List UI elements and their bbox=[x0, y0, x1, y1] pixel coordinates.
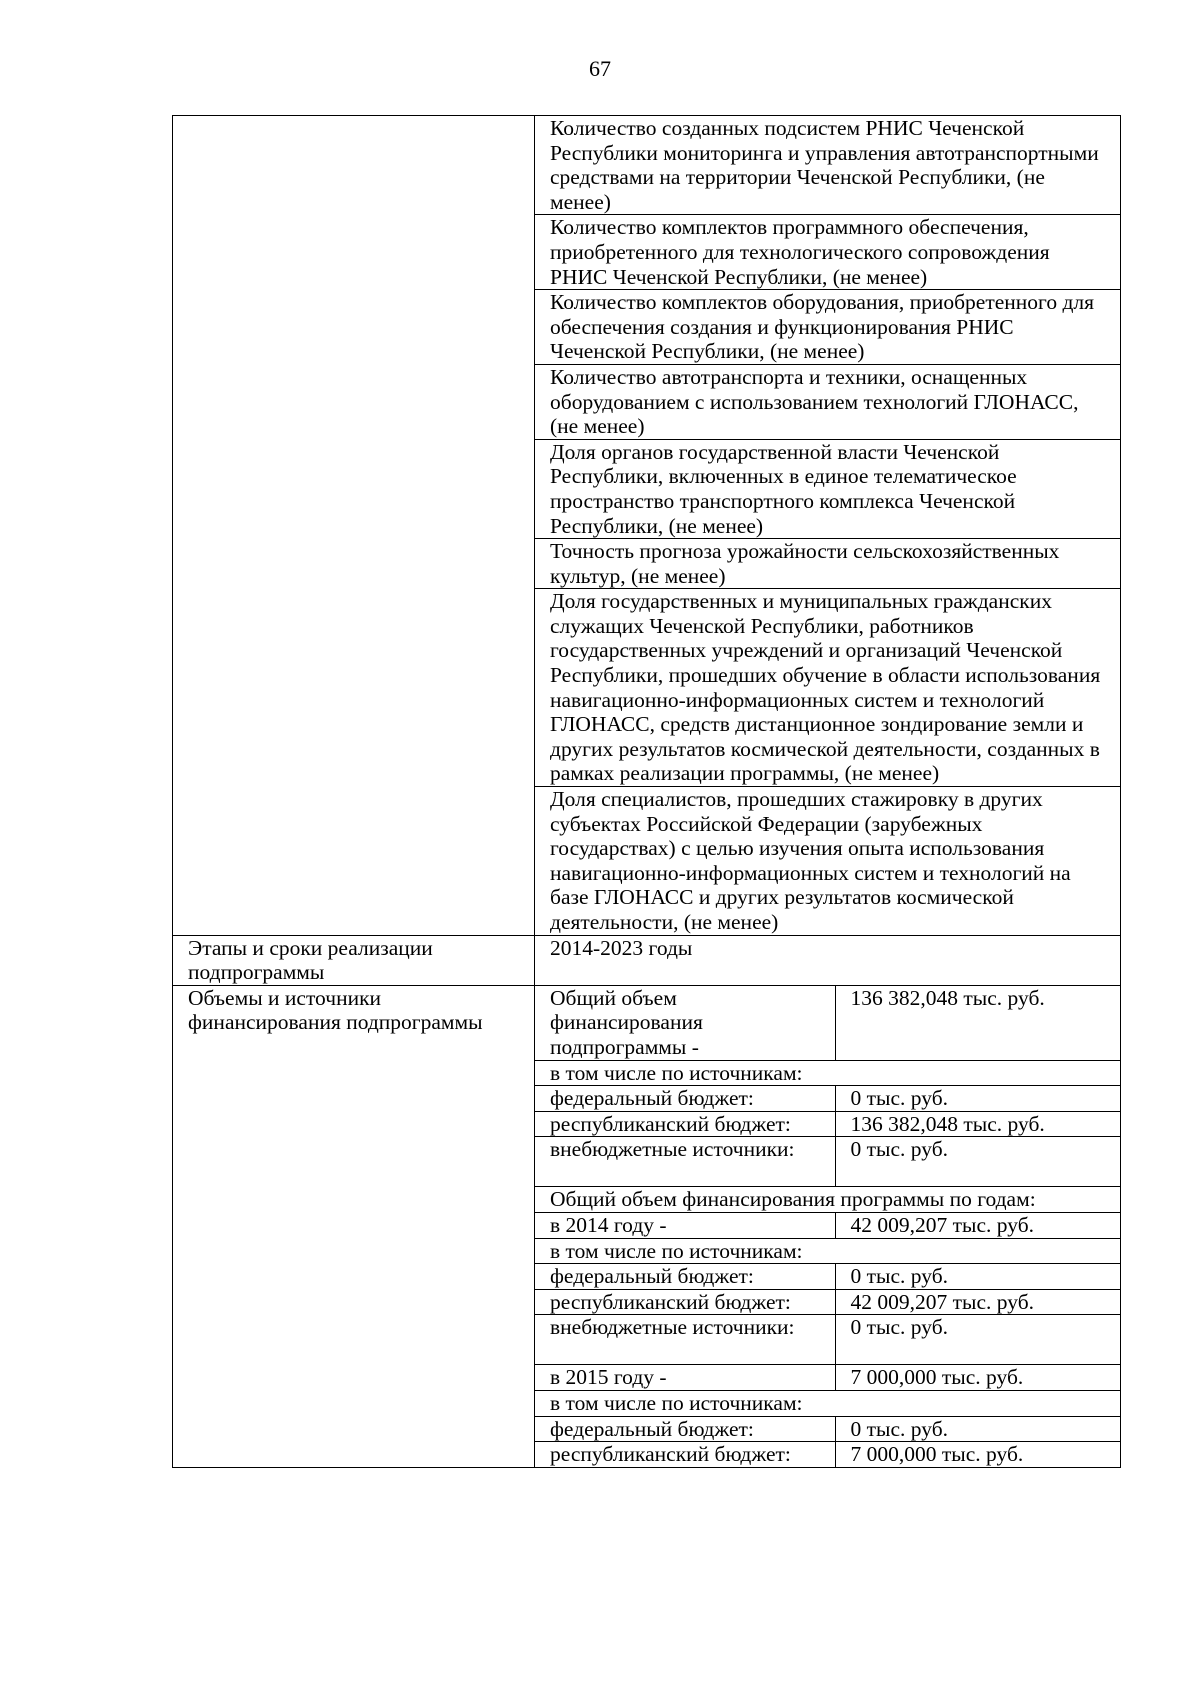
fin-row-2014 bbox=[535, 1212, 1121, 1238]
fin-row-2014-republic bbox=[535, 1289, 1121, 1315]
indicator-cell: Количество комплектов оборудования, приобретенного для обеспечения создания и функционирования РНИС Чеченской Республики, (не менее) bbox=[535, 290, 1121, 365]
fin-row-2014-by-source bbox=[535, 1238, 1121, 1264]
fin-extra-label: внебюджетные источники: bbox=[535, 1137, 835, 1187]
fin-2014-federal-value: 0 тыс. руб. bbox=[835, 1264, 1121, 1290]
fin-row-by-year bbox=[535, 1187, 1121, 1213]
indicator-row bbox=[173, 539, 1121, 589]
indicator-cell: Доля государственных и муниципальных гражданских служащих Чеченской Республики, работников государственных учреждений и организаций Чеченской Республики, прошедших обучение в области использования навигационно-информационных систем и технологий ГЛОНАСС, средств дистанционное зондирование земли и других результатов космической деятельности, созданных в рамках реализации программы, (не менее) bbox=[535, 589, 1121, 787]
fin-by-year-label: Общий объем финансирования программы по годам: bbox=[535, 1187, 1121, 1213]
fin-2014-republic-label: республиканский бюджет: bbox=[535, 1289, 835, 1315]
indicator-row bbox=[173, 364, 1121, 439]
empty-label-cell bbox=[173, 116, 535, 215]
indicator-row bbox=[173, 589, 1121, 787]
financing-row bbox=[173, 985, 1121, 1467]
indicator-cell: Доля специалистов, прошедших стажировку в других субъектах Российской Федерации (зарубежных государствах) с целью изучения опыта использования навигационно-информационных систем и технологий на базе ГЛОНАСС и других результатов космической деятельности, (не менее) bbox=[535, 787, 1121, 936]
fin-2014-label: в 2014 году - bbox=[535, 1212, 835, 1238]
indicator-cell: Точность прогноза урожайности сельскохозяйственных культур, (не менее) bbox=[535, 539, 1121, 589]
indicator-cell: Количество автотранспорта и техники, оснащенных оборудованием с использованием технологий ГЛОНАСС, (не менее) bbox=[535, 364, 1121, 439]
fin-republic-label: республиканский бюджет: bbox=[535, 1111, 835, 1137]
fin-row-federal bbox=[535, 1086, 1121, 1112]
stages-label: Этапы и сроки реализации подпрограммы bbox=[173, 935, 535, 985]
empty-label-cell bbox=[173, 539, 535, 589]
indicator-cell: Количество созданных подсистем РНИС Чеченской Республики мониторинга и управления автотранспортными средствами на территории Чеченской Республики, (не менее) bbox=[535, 116, 1121, 215]
stages-value: 2014-2023 годы bbox=[535, 935, 1121, 985]
fin-row-2014-extra bbox=[535, 1315, 1121, 1365]
fin-2015-federal-value: 0 тыс. руб. bbox=[835, 1416, 1121, 1442]
fin-republic-value: 136 382,048 тыс. руб. bbox=[835, 1111, 1121, 1137]
fin-2015-republic-label: республиканский бюджет: bbox=[535, 1442, 835, 1467]
indicator-cell: Количество комплектов программного обеспечения, приобретенного для технологического сопровождения РНИС Чеченской Республики, (не менее) bbox=[535, 215, 1121, 290]
fin-2014-extra-value: 0 тыс. руб. bbox=[835, 1315, 1121, 1365]
empty-label-cell bbox=[173, 787, 535, 936]
indicator-row bbox=[173, 116, 1121, 215]
fin-extra-value: 0 тыс. руб. bbox=[835, 1137, 1121, 1187]
empty-label-cell bbox=[173, 364, 535, 439]
financing-table bbox=[535, 986, 1121, 1467]
fin-2015-by-source-label: в том числе по источникам: bbox=[535, 1390, 1121, 1416]
indicator-row bbox=[173, 439, 1121, 538]
indicator-row bbox=[173, 290, 1121, 365]
fin-row-extra bbox=[535, 1137, 1121, 1187]
fin-2015-label: в 2015 году - bbox=[535, 1365, 835, 1391]
fin-row-republic bbox=[535, 1111, 1121, 1137]
empty-label-cell bbox=[173, 439, 535, 538]
fin-2014-value: 42 009,207 тыс. руб. bbox=[835, 1212, 1121, 1238]
fin-row-2015-federal bbox=[535, 1416, 1121, 1442]
fin-2014-extra-label: внебюджетные источники: bbox=[535, 1315, 835, 1365]
fin-2014-republic-value: 42 009,207 тыс. руб. bbox=[835, 1289, 1121, 1315]
indicator-cell: Доля органов государственной власти Чеченской Республики, включенных в единое телематическое пространство транспортного комплекса Чеченской Республики, (не менее) bbox=[535, 439, 1121, 538]
indicator-row bbox=[173, 215, 1121, 290]
stages-row bbox=[173, 935, 1121, 985]
fin-total-value: 136 382,048 тыс. руб. bbox=[835, 986, 1121, 1060]
indicator-row bbox=[173, 787, 1121, 936]
empty-label-cell bbox=[173, 215, 535, 290]
fin-2014-federal-label: федеральный бюджет: bbox=[535, 1264, 835, 1290]
fin-2015-federal-label: федеральный бюджет: bbox=[535, 1416, 835, 1442]
fin-row-2014-federal bbox=[535, 1264, 1121, 1290]
fin-by-source-label: в том числе по источникам: bbox=[535, 1060, 1121, 1086]
empty-label-cell bbox=[173, 290, 535, 365]
fin-row-by-source bbox=[535, 1060, 1121, 1086]
financing-label: Объемы и источники финансирования подпрограммы bbox=[173, 985, 535, 1467]
empty-label-cell bbox=[173, 589, 535, 787]
fin-federal-value: 0 тыс. руб. bbox=[835, 1086, 1121, 1112]
fin-row-2015-by-source bbox=[535, 1390, 1121, 1416]
fin-federal-label: федеральный бюджет: bbox=[535, 1086, 835, 1112]
page-number: 67 bbox=[589, 56, 611, 81]
passport-table bbox=[172, 115, 1121, 1468]
fin-2014-by-source-label: в том числе по источникам: bbox=[535, 1238, 1121, 1264]
fin-2015-republic-value: 7 000,000 тыс. руб. bbox=[835, 1442, 1121, 1467]
fin-row-2015-republic bbox=[535, 1442, 1121, 1467]
fin-2015-value: 7 000,000 тыс. руб. bbox=[835, 1365, 1121, 1391]
financing-details bbox=[535, 985, 1121, 1467]
fin-total-label: Общий объем финансирования подпрограммы - bbox=[535, 986, 835, 1060]
fin-row-2015 bbox=[535, 1365, 1121, 1391]
fin-row-total bbox=[535, 986, 1121, 1060]
